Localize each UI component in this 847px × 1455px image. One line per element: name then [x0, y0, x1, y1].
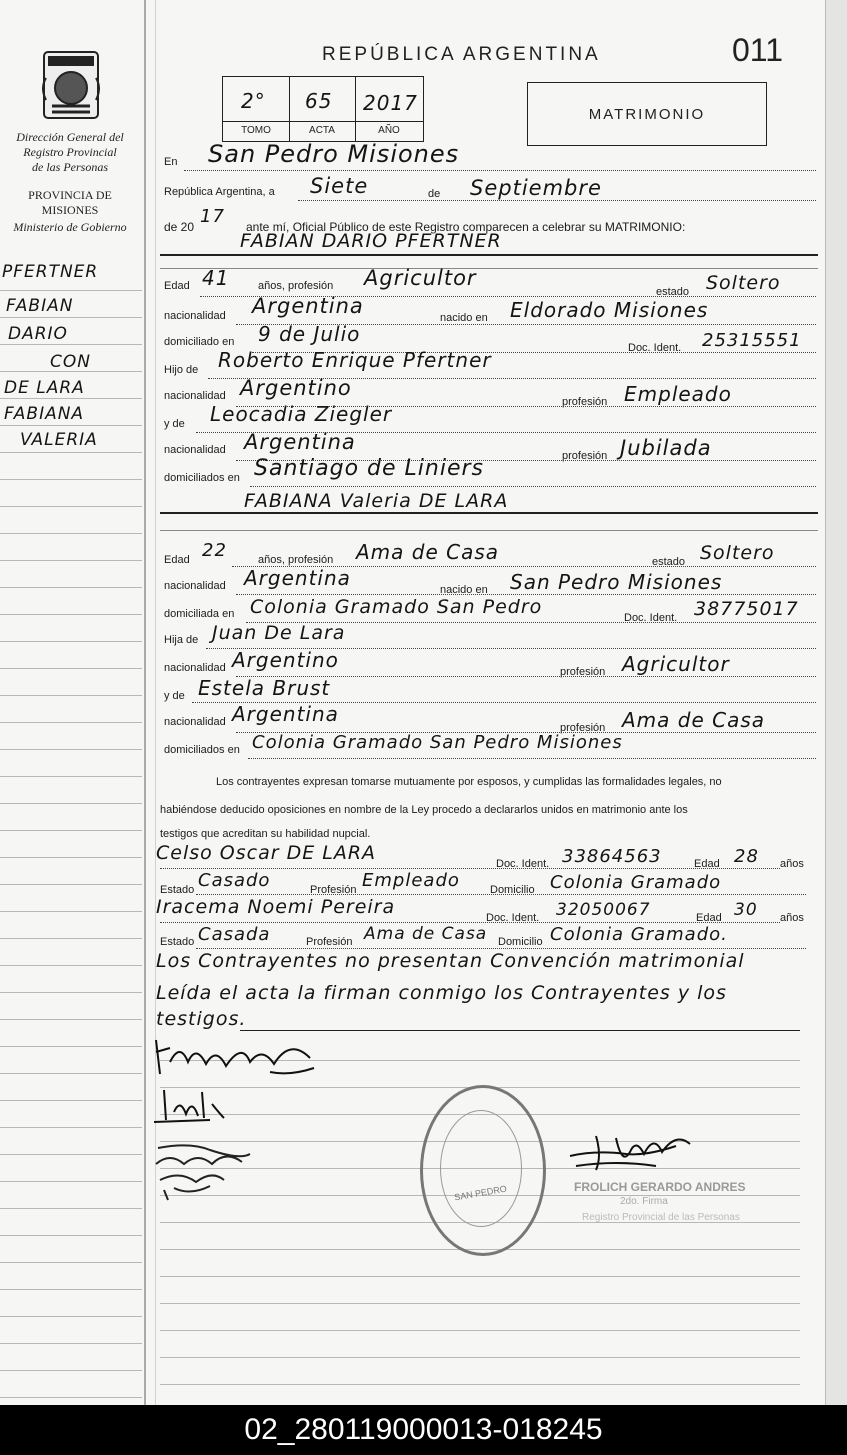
- bride-nacido: San Pedro Misiones: [510, 570, 723, 594]
- witness1-anos-label: años: [780, 858, 804, 870]
- bride-hija-label: Hija de: [164, 634, 199, 646]
- official-rank: 2do. Firma: [620, 1196, 668, 1207]
- bride-yde-label: y de: [164, 690, 185, 702]
- groom-nac-label: nacionalidad: [164, 310, 226, 322]
- month-value: Septiembre: [470, 176, 602, 200]
- notes-line-2: Leída el acta la firman conmigo los Contrayentes y los: [156, 982, 727, 1004]
- notes-line-1: Los Contrayentes no presentan Convención matrimonial: [156, 950, 745, 972]
- groom-father: Roberto Enrique Pfertner: [218, 348, 492, 372]
- witness1-prof-label: Profesión: [310, 884, 357, 896]
- bride-parents-dom: Colonia Gramado San Pedro Misiones: [252, 732, 623, 753]
- groom-mother: Leocadia Ziegler: [210, 402, 393, 426]
- bride-father-prof: Agricultor: [622, 652, 730, 676]
- year-value: 17: [200, 206, 225, 227]
- official-signature-icon: [566, 1126, 696, 1176]
- witness2-prof-label: Profesión: [306, 936, 353, 948]
- bride-mother: Estela Brust: [198, 676, 331, 700]
- de-label: de: [428, 188, 441, 200]
- bride-dom-label: domiciliada en: [164, 608, 235, 620]
- bride-edad-value: 22: [202, 540, 227, 561]
- groom-father-prof-label: profesión: [562, 396, 608, 408]
- witness-signatures-icon: [150, 1140, 260, 1204]
- witness1-doc: 33864563: [562, 846, 662, 867]
- province-name: PROVINCIA DE MISIONES: [28, 188, 112, 217]
- groom-dom-label: domiciliado en: [164, 336, 235, 348]
- tomo-label: TOMO: [241, 125, 271, 136]
- intro-text: ante mí, Oficial Público de este Registro comparecen a celebrar su MATRIMONIO:: [246, 220, 686, 234]
- witness2-edad: 30: [734, 900, 758, 920]
- witness2-estado: Casada: [198, 924, 271, 945]
- bride-nac-label: nacionalidad: [164, 580, 226, 592]
- official-name: FROLICH GERARDO ANDRES: [574, 1180, 746, 1194]
- margin-name-1: PFERTNER: [2, 262, 99, 282]
- groom-nacido: Eldorado Misiones: [510, 298, 709, 322]
- groom-edad-label: Edad: [164, 280, 190, 292]
- bride-father-prof-label: profesión: [560, 666, 606, 678]
- groom-name: FABIAN DARIO PFERTNER: [240, 230, 502, 252]
- witness1-edad-label: Edad: [694, 858, 720, 870]
- bride-parents-dom-label: domiciliados en: [164, 744, 240, 756]
- ano-value: 2017: [363, 91, 418, 115]
- bride-father: Juan De Lara: [212, 622, 346, 644]
- margin-name-5: DE LARA: [4, 378, 85, 398]
- bride-name: FABIANA Valeria DE LARA: [244, 490, 509, 512]
- official-office: Registro Provincial de las Personas: [582, 1212, 740, 1223]
- tomo-value: 2°: [241, 89, 266, 113]
- witness2-doc-label: Doc. Ident.: [486, 912, 540, 924]
- groom-hijo-label: Hijo de: [164, 364, 199, 376]
- bride-domicilio: Colonia Gramado San Pedro: [250, 596, 543, 618]
- groom-doc: 25315551: [702, 330, 802, 351]
- bride-mother-nac: Argentina: [232, 702, 339, 726]
- margin-name-4: CON: [50, 352, 91, 372]
- groom-parents-dom-label: domiciliados en: [164, 472, 240, 484]
- republica-title: REPÚBLICA ARGENTINA: [322, 44, 601, 65]
- witness1-doc-label: Doc. Ident.: [496, 858, 550, 870]
- witness1-name: Celso Oscar DE LARA: [156, 842, 377, 864]
- acta-label: ACTA: [309, 125, 335, 136]
- groom-doc-label: Doc. Ident.: [628, 342, 682, 354]
- form-number: 011: [732, 32, 784, 68]
- bride-prof-label: años, profesión: [258, 554, 334, 566]
- bride-mother-nac-label: nacionalidad: [164, 716, 226, 728]
- declaration-line-1: Los contrayentes expresan tomarse mutuamente por esposos, y cumplidas las formalidades legales, no: [216, 776, 722, 788]
- witness2-profesion: Ama de Casa: [364, 924, 488, 944]
- bride-mother-prof-label: profesión: [560, 722, 606, 734]
- bride-mother-prof: Ama de Casa: [622, 708, 766, 732]
- groom-mother-prof-label: profesión: [562, 450, 608, 462]
- declaration-line-2: habiéndose deducido oposiciones en nombre de la Ley procedo a declararlos unidos en matrimonio ante los: [160, 804, 688, 816]
- bride-estado-label: estado: [652, 556, 686, 568]
- agency-name: Dirección General del Registro Provincial de las Personas: [16, 130, 124, 174]
- groom-mother-nac-label: nacionalidad: [164, 444, 226, 456]
- bride-edad-label: Edad: [164, 554, 190, 566]
- bride-father-nac-label: nacionalidad: [164, 662, 226, 674]
- margin-name-2: FABIAN: [6, 296, 74, 316]
- year-prefix: de 20: [164, 220, 195, 234]
- groom-father-prof: Empleado: [624, 382, 732, 406]
- tomo-acta-ano-box: [222, 76, 424, 142]
- province-seal-icon: [38, 48, 104, 122]
- document-id: 02_280119000013-018245: [244, 1413, 603, 1446]
- bride-doc-label: Doc. Ident.: [624, 612, 678, 624]
- groom-estado: Soltero: [706, 272, 781, 294]
- margin-name-6: FABIANA: [4, 404, 85, 424]
- stamp-text: SAN PEDRO: [453, 1183, 508, 1203]
- bride-nacido-label: nacido en: [440, 584, 488, 596]
- declaration-line-3: testigos que acreditan su habilidad nupcial.: [160, 828, 371, 840]
- groom-domicilio: 9 de Julio: [258, 322, 361, 346]
- en-value: San Pedro Misiones: [208, 140, 460, 168]
- margin-divider: [144, 0, 146, 1405]
- witness2-domicilio: Colonia Gramado.: [550, 924, 728, 945]
- groom-yde-label: y de: [164, 418, 185, 430]
- groom-signature-icon: [150, 1032, 320, 1080]
- groom-mother-nac: Argentina: [244, 430, 356, 454]
- witness1-estado-label: Estado: [160, 884, 195, 896]
- stamp-center-icon: [440, 1110, 522, 1227]
- margin-name-7: VALERIA: [20, 430, 98, 450]
- notes-line-3: testigos.: [156, 1008, 247, 1030]
- page-edge: [825, 0, 847, 1405]
- acta-value: 65: [305, 89, 333, 113]
- witness1-edad: 28: [734, 846, 759, 867]
- witness1-domicilio: Colonia Gramado: [550, 872, 722, 893]
- groom-profesion: Agricultor: [364, 266, 477, 290]
- groom-estado-label: estado: [656, 286, 690, 298]
- witness2-estado-label: Estado: [160, 936, 195, 948]
- groom-edad-value: 41: [202, 266, 230, 290]
- bride-profesion: Ama de Casa: [356, 540, 500, 564]
- groom-prof-label: años, profesión: [258, 280, 334, 292]
- bride-estado: Soltero: [700, 542, 775, 564]
- bride-nacionalidad: Argentina: [244, 566, 351, 590]
- witness2-dom-label: Domicilio: [498, 936, 543, 948]
- republica-label: República Argentina, a: [164, 186, 275, 198]
- groom-parents-dom: Santiago de Liniers: [254, 456, 484, 481]
- witness2-edad-label: Edad: [696, 912, 722, 924]
- ministry-name: Ministerio de Gobierno: [13, 220, 127, 234]
- day-value: Siete: [310, 174, 369, 198]
- margin-name-3: DARIO: [8, 324, 68, 344]
- act-type-box: MATRIMONIO: [527, 82, 767, 146]
- groom-father-nac: Argentino: [240, 376, 352, 400]
- groom-father-nac-label: nacionalidad: [164, 390, 226, 402]
- witness1-estado: Casado: [198, 870, 271, 891]
- witness2-doc: 32050067: [556, 900, 651, 920]
- groom-nacionalidad: Argentina: [252, 294, 364, 318]
- witness1-profesion: Empleado: [362, 870, 460, 891]
- witness2-name: Iracema Noemi Pereira: [156, 896, 396, 918]
- witness1-dom-label: Domicilio: [490, 884, 535, 896]
- bride-father-nac: Argentino: [232, 648, 339, 672]
- witness2-anos-label: años: [780, 912, 804, 924]
- en-label: En: [164, 156, 178, 168]
- bride-signature-icon: [150, 1084, 240, 1126]
- groom-mother-prof: Jubilada: [620, 436, 712, 460]
- groom-nacido-label: nacido en: [440, 312, 488, 324]
- bride-doc: 38775017: [694, 598, 799, 620]
- ano-label: AÑO: [378, 125, 400, 136]
